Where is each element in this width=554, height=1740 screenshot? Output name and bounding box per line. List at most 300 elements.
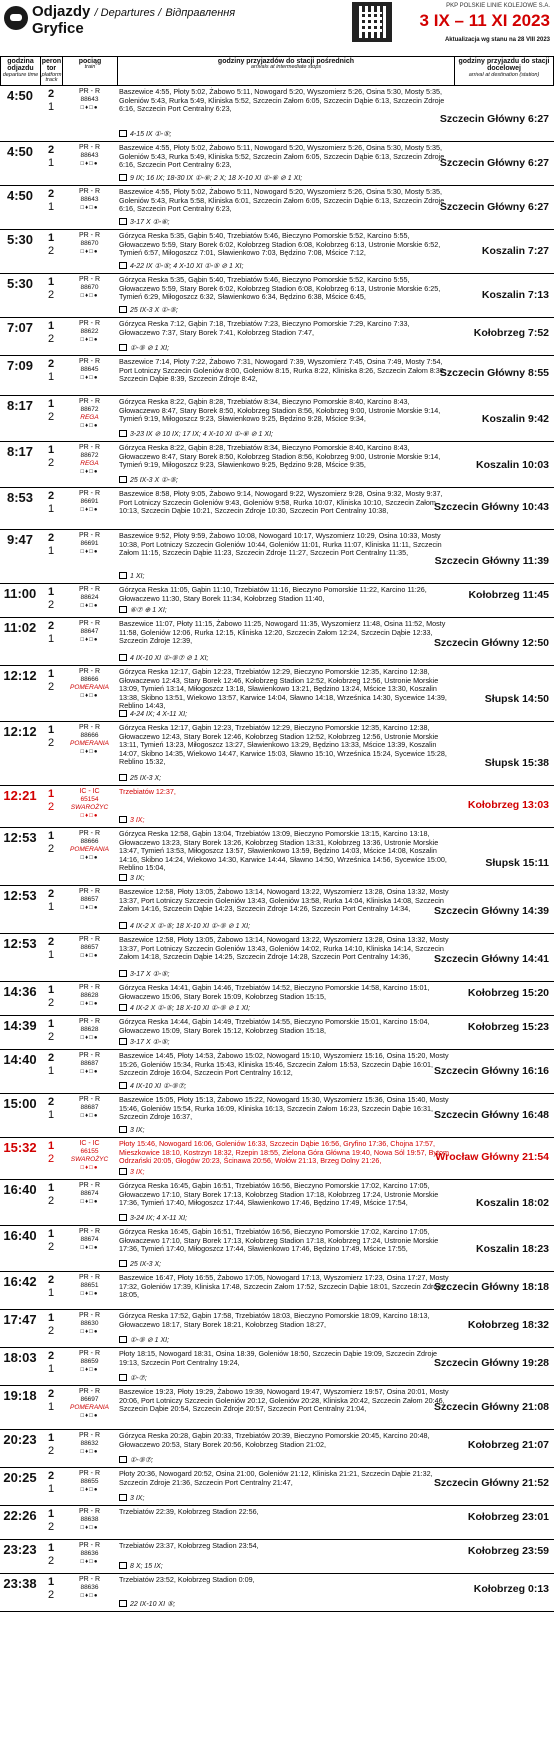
- operator-name: PKP POLSKIE LINIE KOLEJOWE S.A.: [446, 3, 550, 9]
- service-icons: □♦□●: [80, 205, 99, 211]
- service-icons: □♦□●: [80, 905, 99, 911]
- departure-time: 19:18: [3, 1388, 37, 1403]
- train-logo-icon: [4, 6, 28, 30]
- destination: Słupsk 15:11: [485, 857, 549, 869]
- departure-time: 11:02: [3, 620, 37, 635]
- table-row: [0, 1386, 554, 1430]
- calendar-icon: [119, 1168, 127, 1175]
- intermediate-stops: Górzyca Reska 14:41, Gąbin 14:46, Trzebiatów 14:52, Bieczyno Pomorskie 14:58, Karcino 15:01, Głowaczewo 15:06, Stary Borek 15:09, Kołobrzeg Stadion 15:15,: [119, 983, 430, 1001]
- calendar-icon: [119, 1082, 127, 1089]
- intermediate-stops: Baszewice 4:55, Płoty 5:02, Żabowo 5:11, Nowogard 5:20, Wyszomierz 5:26, Osina 5:30, Mosty 5:35, Goleniów 5:43, Rurka 5:58, Kliniska 6:01, Szczecin Załom 6:05, Szczecin Dąbie 6:13, Szczecin Zdroje 6:16, Szczecin Port Centralny 6:23,: [119, 187, 445, 214]
- destination: Kołobrzeg 0:13: [473, 1583, 549, 1595]
- intermediate-stops: Górzyca Reska 12:17, Gąbin 12:23, Trzebiatów 12:29, Bieczyno Pomorskie 12:35, Karcino 12:38, Głowaczewo 12:43, Stary Borek 12:46, Kołobrzeg Stadion 12:52, Kołobrzeg 12:56, Ustronie Morskie 13:11, Tymień 13:23, Miłogoszcz 13:27, Sławienkowo 13:29, Będzino 13:33, Mścice 13:39, Koszalin 14:07, Skibno 14:35, Wiekowo 14:47, Karwice 15:03, Sławno 15:10, Wrześnica 15:24, Sycewice 15:28, Reblino 15:32,: [119, 723, 447, 767]
- destination: Koszalin 10:03: [476, 459, 549, 471]
- platform-track: 1 2: [47, 1228, 55, 1253]
- service-icons: □♦□●: [80, 749, 99, 755]
- destination: Szczecin Główny 16:48: [434, 1109, 549, 1121]
- table-row: [0, 186, 554, 230]
- calendar-icon: [119, 1374, 127, 1381]
- service-note: 4-15 IX ①-⑤;: [119, 130, 171, 138]
- table-row: [0, 1180, 554, 1226]
- departure-time: 23:38: [3, 1576, 37, 1591]
- service-note: 1 XI;: [119, 572, 144, 580]
- train-info: PR - R 88636 □♦□●: [62, 1540, 117, 1573]
- calendar-icon: [119, 1126, 127, 1133]
- service-icons: □♦□●: [80, 637, 99, 643]
- train-info: PR - R 88674 □♦□●: [62, 1180, 117, 1225]
- train-info: PR - R 88687 □♦□●: [62, 1050, 117, 1093]
- platform-track: 1 2: [47, 1542, 55, 1567]
- intermediate-stops: Górzyca Reska 5:35, Gąbin 5:40, Trzebiatów 5:46, Bieczyno Pomorskie 5:52, Karcino 5:55, Głowaczewo 5:59, Stary Borek 6:02, Kołobrzeg Stadion 6:08, Kołobrzeg 6:13, Ustronie Morskie 6:25, Tymień 6:29, Miłogoszcz 6:32, Sławienkowo 6:34, Będzino 6:38, Mścice 6:45,: [119, 275, 441, 302]
- service-note: 25 IX-3 X ①-⑤;: [119, 476, 178, 484]
- platform-track: 1 2: [47, 724, 55, 749]
- departures-table: [0, 86, 554, 1612]
- service-icons: □♦□●: [80, 1199, 99, 1205]
- train-info: IC - IC 65154 SWAROŻYC □♦□●: [62, 786, 117, 827]
- train-info: PR - R 88636 □♦□●: [62, 1574, 117, 1611]
- destination: Szczecin Główny 6:27: [439, 113, 549, 125]
- platform-track: 1 2: [47, 586, 55, 611]
- destination: Szczecin Główny 11:39: [434, 555, 549, 567]
- col-platform: peron tor platform track: [41, 58, 62, 84]
- departure-time: 20:25: [3, 1470, 37, 1485]
- destination: Szczecin Główny 19:28: [434, 1357, 549, 1369]
- destination: Kołobrzeg 13:03: [467, 799, 549, 811]
- service-icons: □♦□●: [80, 1165, 99, 1171]
- platform-track: 1 2: [47, 1182, 55, 1207]
- table-row: [0, 722, 554, 786]
- train-info: PR - R 88670 □♦□●: [62, 274, 117, 317]
- departure-time: 8:53: [6, 490, 34, 505]
- train-info: PR - R 88687 □♦□●: [62, 1094, 117, 1137]
- intermediate-stops: Płoty 15:46, Nowogard 16:06, Goleniów 16:33, Szczecin Dąbie 16:56, Gryfino 17:36, Chojna 17:57, Mieszkowice 18:10, Kostrzyn 18:32, Rzepin 18:55, Zielona Góra Główna 19:40, Nowa Sól 19:57, Bytom Odrzański 20:05, Głogów 20:23, Ścinawa 20:56, Wołów 21:13, Brzeg Dolny 21:26,: [119, 1139, 450, 1166]
- table-row: [0, 584, 554, 618]
- service-note: 8 X; 15 IX;: [119, 1562, 163, 1570]
- intermediate-stops: Górzyca Reska 5:35, Gąbin 5:40, Trzebiatów 5:46, Bieczyno Pomorskie 5:52, Karcino 5:55, Głowaczewo 5:59, Stary Borek 6:02, Kołobrzeg Stadion 6:08, Kołobrzeg 6:13, Ustronie Morskie 6:52, Tymień 6:57, Miłogoszcz 7:01, Sławienkowo 7:03, Będzino 7:08, Mścice 7:12,: [119, 231, 441, 258]
- service-note: 4 IX-10 XI ①-⑤⑦;: [119, 1082, 186, 1090]
- platform-track: 1 2: [47, 444, 55, 469]
- destination: Kołobrzeg 15:23: [467, 1021, 549, 1033]
- departure-time: 20:23: [3, 1432, 37, 1447]
- service-note: 4 IX-2 X ①-⑤; 18 X-10 XI ①-⑤ ⊘ 1 XI;: [119, 922, 250, 930]
- intermediate-stops: Trzebiatów 23:52, Kołobrzeg Stadion 0:09,: [119, 1575, 255, 1584]
- departure-time: 12:12: [3, 724, 37, 739]
- calendar-icon: [119, 130, 127, 137]
- calendar-icon: [119, 874, 127, 881]
- table-row: [0, 1540, 554, 1574]
- destination: Kołobrzeg 11:45: [468, 589, 549, 601]
- train-info: PR - R 88638 □♦□●: [62, 1506, 117, 1539]
- service-icons: □♦□●: [80, 375, 99, 381]
- service-note: ①-⑦;: [119, 1374, 147, 1382]
- service-icons: □♦□●: [80, 1487, 99, 1493]
- platform-track: 1 2: [47, 398, 55, 423]
- service-note: 4-22 IX ①-⑤; 4 X-10 XI ①-⑤ ⊘ 1 XI;: [119, 262, 243, 270]
- destination: Szczecin Główny 21:08: [434, 1401, 549, 1413]
- platform-track: 2 1: [47, 490, 55, 515]
- service-icons: □♦□●: [80, 1413, 99, 1419]
- destination: Szczecin Główny 6:27: [439, 201, 549, 213]
- train-info: PR - R 88643 □♦□●: [62, 142, 117, 185]
- service-note: 25 IX-3 X ①-⑤;: [119, 306, 178, 314]
- table-row: [0, 1506, 554, 1540]
- calendar-icon: [119, 262, 127, 269]
- service-note: 4 IX-10 XI ①-⑤⑦ ⊘ 1 XI;: [119, 654, 208, 662]
- calendar-icon: [119, 218, 127, 225]
- service-icons: □♦□●: [80, 1525, 99, 1531]
- platform-track: 2 1: [47, 1388, 55, 1413]
- train-info: PR - R 86691 □♦□●: [62, 530, 117, 583]
- train-info: PR - R 88666 POMERANIA □♦□●: [62, 666, 117, 721]
- service-note: 25 IX-3 X;: [119, 774, 161, 782]
- departure-time: 5:30: [6, 276, 34, 291]
- destination: Koszalin 7:13: [481, 289, 549, 301]
- departure-time: 15:32: [3, 1140, 37, 1155]
- destination: Słupsk 15:38: [484, 757, 549, 769]
- service-note: 3 IX;: [119, 1126, 144, 1134]
- platform-track: 1 2: [47, 1508, 55, 1533]
- departure-time: 8:17: [6, 398, 34, 413]
- column-headers: [0, 56, 554, 86]
- table-row: [0, 1050, 554, 1094]
- platform-track: 2 1: [47, 888, 55, 913]
- calendar-icon: [119, 1038, 127, 1045]
- intermediate-stops: Baszewice 12:58, Płoty 13:05, Żabowo 13:14, Nowogard 13:22, Wyszomierz 13:28, Osina 13:32, Mosty 13:37, Port Lotniczy Szczecin Goleniów 13:43, Goleniów 14:02, Rurka 14:10, Kliniska 14:14, Szczecin Załom 14:18, Szczecin Dąbie 14:25, Szczecin Zdroje 14:28, Szczecin Port Centralny 14:36,: [119, 935, 449, 962]
- train-info: PR - R 88645 □♦□●: [62, 356, 117, 395]
- service-note: 4-24 IX; 4 X-11 XI;: [119, 710, 187, 718]
- platform-track: 1 2: [47, 1312, 55, 1337]
- service-note: ①-⑤ ⊘ 1 XI;: [119, 1336, 169, 1344]
- intermediate-stops: Trzebiatów 22:39, Kołobrzeg Stadion 22:56,: [119, 1507, 259, 1516]
- train-info: PR - R 88643 □♦□●: [62, 186, 117, 229]
- departure-time: 5:30: [6, 232, 34, 247]
- calendar-icon: [119, 606, 127, 613]
- departure-time: 23:23: [3, 1542, 37, 1557]
- intermediate-stops: Trzebiatów 23:37, Kołobrzeg Stadion 23:54,: [119, 1541, 259, 1550]
- departure-time: 12:53: [3, 888, 37, 903]
- service-note: 3 IX;: [119, 874, 144, 882]
- departure-time: 16:40: [3, 1182, 37, 1197]
- service-note: ①-⑤⑦;: [119, 1456, 153, 1464]
- train-info: PR - R 88670 □♦□●: [62, 230, 117, 273]
- service-note: ①-⑤ ⊘ 1 XI;: [119, 344, 169, 352]
- platform-track: 2 1: [47, 188, 55, 213]
- intermediate-stops: Baszewice 16:47, Płoty 16:55, Żabowo 17:05, Nowogard 17:13, Wyszomierz 17:23, Osina 17:27, Mosty 17:32, Goleniów 17:39, Kliniska 17:48, Szczecin Załom 17:52, Szczecin Dąbie 18:01, Szczecin Zdroje 18:05,: [119, 1273, 449, 1300]
- departure-time: 11:00: [3, 586, 37, 601]
- table-row: [0, 86, 554, 142]
- intermediate-stops: Górzyca Reska 8:22, Gąbin 8:28, Trzebiatów 8:34, Bieczyno Pomorskie 8:40, Karcino 8:43, Głowaczewo 8:47, Stary Borek 8:50, Kołobrzeg Stadion 8:56, Kołobrzeg 9:00, Ustronie Morskie 9:14, Tymień 9:19, Miłogoszcz 9:23, Sławienkowo 9:25, Będzino 9:28, Mścice 9:35,: [119, 443, 441, 470]
- departure-time: 12:21: [3, 788, 37, 803]
- platform-track: 1 2: [47, 1432, 55, 1457]
- calendar-icon: [119, 922, 127, 929]
- validity-period: 3 IX – 11 XI 2023: [419, 11, 550, 30]
- departure-time: 14:36: [3, 984, 37, 999]
- departure-time: 18:03: [3, 1350, 37, 1365]
- service-note: 3-17 X ①-⑥;: [119, 218, 169, 226]
- calendar-icon: [119, 1494, 127, 1501]
- train-info: PR - R 88624 □♦□●: [62, 584, 117, 617]
- departure-time: 15:00: [3, 1096, 37, 1111]
- calendar-icon: [119, 970, 127, 977]
- intermediate-stops: Płoty 18:15, Nowogard 18:31, Osina 18:39, Goleniów 18:50, Szczecin Dąbie 19:09, Szczecin Zdroje 19:13, Szczecin Port Centralny 19:24,: [119, 1349, 438, 1367]
- train-info: PR - R 88666 POMERANIA □♦□●: [62, 722, 117, 785]
- destination: Szczecin Główny 14:39: [434, 905, 549, 917]
- intermediate-stops: Baszewice 8:58, Płoty 9:05, Żabowo 9:14, Nowogard 9:22, Wyszomierz 9:28, Osina 9:32, Mosty 9:37, Port Lotniczy Szczecin Goleniów 9:43, Goleniów 9:58, Rurka 10:07, Kliniska 10:10, Szczecin Załom 10:13, Szczecin Dąbie 10:21, Szczecin Zdroje 10:30, Szczecin Port Centralny 10:38,: [119, 489, 443, 516]
- calendar-icon: [119, 1214, 127, 1221]
- destination: Kołobrzeg 15:20: [467, 987, 549, 999]
- table-row: [0, 886, 554, 934]
- destination: Szczecin Główny 6:27: [439, 157, 549, 169]
- train-info: PR - R 88622 □♦□●: [62, 318, 117, 355]
- table-row: [0, 786, 554, 828]
- board-title: Odjazdy / Departures / Відправлення: [32, 3, 236, 20]
- service-icons: □♦□●: [80, 1329, 99, 1335]
- destination: Szczecin Główny 16:16: [434, 1065, 549, 1077]
- platform-track: 2 1: [47, 1052, 55, 1077]
- col-time: godzina odjazdu departure time: [1, 57, 41, 85]
- departure-time: 17:47: [3, 1312, 37, 1327]
- service-note: 3 IX;: [119, 1168, 144, 1176]
- intermediate-stops: Baszewice 19:23, Płoty 19:29, Żabowo 19:39, Nowogard 19:47, Wyszomierz 19:57, Osina 20:01, Mosty 20:06, Port Lotniczy Szczecin Goleniów 20:12, Goleniów 20:28, Kliniska 20:42, Szczecin Załom 20:46, Szczecin Dąbie 20:54, Szczecin Zdroje 20:57, Szczecin Port Centralny 21:04,: [119, 1387, 449, 1414]
- platform-track: 2 1: [47, 1350, 55, 1375]
- service-icons: □♦□●: [80, 1559, 99, 1565]
- platform-track: 1 2: [47, 668, 55, 693]
- departure-time: 12:53: [3, 936, 37, 951]
- service-icons: □♦□●: [80, 1069, 99, 1075]
- calendar-icon: [119, 1456, 127, 1463]
- destination: Kołobrzeg 7:52: [473, 327, 549, 339]
- train-info: IC - IC 66155 SWAROŻYC □♦□●: [62, 1138, 117, 1179]
- service-icons: □♦□●: [80, 855, 99, 861]
- service-icons: □♦□●: [80, 813, 99, 819]
- platform-track: 2 1: [47, 936, 55, 961]
- departure-time: 22:26: [3, 1508, 37, 1523]
- destination: Szczecin Główny 21:52: [434, 1477, 549, 1489]
- service-icons: □♦□●: [80, 1001, 99, 1007]
- platform-track: 2 1: [47, 1470, 55, 1495]
- intermediate-stops: Baszewice 12:58, Płoty 13:05, Żabowo 13:14, Nowogard 13:22, Wyszomierz 13:28, Osina 13:32, Mosty 13:37, Port Lotniczy Szczecin Goleniów 13:43, Goleniów 13:58, Rurka 14:04, Kliniska 14:08, Szczecin Załom 14:16, Szczecin Dąbie 14:23, Szczecin Zdroje 14:26, Szczecin Port Centralny 14:34,: [119, 887, 449, 914]
- header: [0, 0, 554, 56]
- service-note: 25 IX-3 X;: [119, 1260, 161, 1268]
- table-row: [0, 1430, 554, 1468]
- service-note: 3-17 X ①-⑤;: [119, 1038, 169, 1046]
- platform-track: 1 2: [47, 320, 55, 345]
- table-row: [0, 1272, 554, 1310]
- train-info: PR - R 88659 □♦□●: [62, 1348, 117, 1385]
- intermediate-stops: Górzyca Reska 12:58, Gąbin 13:04, Trzebiatów 13:09, Bieczyno Pomorskie 13:15, Karcino 13:18, Głowaczewo 13:23, Stary Borek 13:26, Kołobrzeg Stadion 13:31, Kołobrzeg 13:36, Ustronie Morskie 13:47, Tymień 13:53, Miłogoszcz 13:57, Sławienkowo 13:59, Będzino 14:03, Mścice 14:08, Koszalin 14:16, Skibno 14:24, Wiekowo 14:30, Karwice 14:44, Sławno 14:50, Wrześnica 14:56, Sycewice 15:00, Reblino 15:04,: [119, 829, 447, 873]
- departure-time: 8:17: [6, 444, 34, 459]
- update-note: Aktualizacja wg stanu na 28 VIII 2023: [444, 37, 550, 43]
- train-info: PR - R 88630 □♦□●: [62, 1310, 117, 1347]
- service-icons: □♦□●: [80, 293, 99, 299]
- table-row: [0, 442, 554, 488]
- destination: Szczecin Główny 10:43: [434, 501, 549, 513]
- table-row: [0, 230, 554, 274]
- service-icons: □♦□●: [80, 161, 99, 167]
- calendar-icon: [119, 1600, 127, 1607]
- departure-time: 14:40: [3, 1052, 37, 1067]
- service-icons: □♦□●: [80, 1291, 99, 1297]
- service-icons: □♦□●: [80, 1593, 99, 1599]
- service-note: 3-24 IX; 4 X-11 XI;: [119, 1214, 187, 1222]
- departure-time: 12:12: [3, 668, 37, 683]
- platform-track: 1 2: [47, 232, 55, 257]
- calendar-icon: [119, 816, 127, 823]
- col-via: godziny przyjazdów do stacji pośrednich arrivals at intermediate stops: [118, 57, 455, 85]
- intermediate-stops: Baszewice 11:07, Płoty 11:15, Żabowo 11:25, Nowogard 11:35, Wyszomierz 11:48, Osina 11:52, Mosty 11:58, Goleniów 12:06, Rurka 12:15, Kliniska 12:20, Szczecin Załom 12:24, Szczecin Dąbie 12:33, Szczecin Zdroje 12:39,: [119, 619, 446, 646]
- destination: Szczecin Główny 12:50: [434, 637, 549, 649]
- train-info: PR - R 88672 REGA □♦□●: [62, 396, 117, 441]
- train-info: PR - R 88647 □♦□●: [62, 618, 117, 665]
- service-icons: □♦□●: [80, 507, 99, 513]
- station-name: Gryfice: [32, 20, 84, 37]
- intermediate-stops: Górzyca Reska 16:45, Gąbin 16:51, Trzebiatów 16:56, Bieczyno Pomorskie 17:02, Karcino 17:05, Głowaczewo 17:10, Stary Borek 17:13, Kołobrzeg Stadion 17:18, Kołobrzeg 17:24, Ustronie Morskie 17:36, Tymień 17:40, Miłogoszcz 17:44, Sławienkowo 17:46, Będzino 17:49, Mścice 17:54,: [119, 1181, 439, 1208]
- platform-track: 2 1: [47, 358, 55, 383]
- train-info: PR - R 88628 □♦□●: [62, 982, 117, 1015]
- platform-track: 1 2: [47, 1140, 55, 1165]
- service-icons: □♦□●: [80, 549, 99, 555]
- destination: Słupsk 14:50: [484, 693, 549, 705]
- intermediate-stops: Górzyca Reska 17:52, Gąbin 17:58, Trzebiatów 18:03, Bieczyno Pomorskie 18:09, Karcino 18:13, Głowaczewo 18:17, Stary Borek 18:21, Kołobrzeg Stadion 18:27,: [119, 1311, 430, 1329]
- service-note: ⑥⑦ ⊕ 1 XI;: [119, 606, 167, 614]
- intermediate-stops: Górzyca Reska 20:28, Gąbin 20:33, Trzebiatów 20:39, Bieczyno Pomorskie 20:45, Karcino 20:48, Głowaczewo 20:53, Stary Borek 20:56, Kołobrzeg Stadion 21:02,: [119, 1431, 430, 1449]
- intermediate-stops: Płoty 20:36, Nowogard 20:52, Osina 21:00, Goleniów 21:12, Kliniska 21:21, Szczecin Dąbie 21:32, Szczecin Zdroje 21:36, Szczecin Port Centralny 21:47,: [119, 1469, 433, 1487]
- train-info: PR - R 88666 POMERANIA □♦□●: [62, 828, 117, 885]
- train-info: PR - R 86697 POMERANIA □♦□●: [62, 1386, 117, 1429]
- intermediate-stops: Trzebiatów 12:37,: [119, 787, 176, 796]
- table-row: [0, 1468, 554, 1506]
- service-icons: □♦□●: [80, 105, 99, 111]
- service-icons: □♦□●: [80, 693, 99, 699]
- service-icons: □♦□●: [80, 1367, 99, 1373]
- platform-track: 1 2: [47, 788, 55, 813]
- departure-time: 12:53: [3, 830, 37, 845]
- departure-time: 16:40: [3, 1228, 37, 1243]
- service-icons: □♦□●: [80, 1449, 99, 1455]
- table-row: [0, 142, 554, 186]
- train-info: PR - R 88628 □♦□●: [62, 1016, 117, 1049]
- platform-track: 1 2: [47, 1576, 55, 1601]
- departure-time: 7:09: [6, 358, 34, 373]
- destination: Kołobrzeg 23:59: [467, 1545, 549, 1557]
- service-icons: □♦□●: [80, 249, 99, 255]
- calendar-icon: [119, 174, 127, 181]
- departure-time: 14:39: [3, 1018, 37, 1033]
- service-icons: □♦□●: [80, 1245, 99, 1251]
- calendar-icon: [119, 654, 127, 661]
- platform-track: 1 2: [47, 276, 55, 301]
- calendar-icon: [119, 344, 127, 351]
- calendar-icon: [119, 306, 127, 313]
- table-row: [0, 1016, 554, 1050]
- intermediate-stops: Górzyca Reska 16:45, Gąbin 16:51, Trzebiatów 16:56, Bieczyno Pomorskie 17:02, Karcino 17:05, Głowaczewo 17:10, Stary Borek 17:13, Kołobrzeg Stadion 17:18, Kołobrzeg 17:24, Ustronie Morskie 17:36, Tymień 17:40, Miłogoszcz 17:44, Sławienkowo 17:46, Będzino 17:49, Mścice 17:55,: [119, 1227, 439, 1254]
- service-note: 9 IX; 16 IX; 18-30 IX ①-⑥; 2 X; 18 X-10 XI ①-⑥ ⊘ 1 XI;: [119, 174, 302, 182]
- service-note: 3-17 X ①-⑤;: [119, 970, 169, 978]
- intermediate-stops: Górzyca Reska 14:44, Gąbin 14:49, Trzebiatów 14:55, Bieczyno Pomorskie 15:01, Karcino 15:04, Głowaczewo 15:09, Stary Borek 15:12, Kołobrzeg Stadion 15:18,: [119, 1017, 430, 1035]
- calendar-icon: [119, 710, 127, 717]
- departure-time: 4:50: [6, 88, 34, 103]
- calendar-icon: [119, 774, 127, 781]
- service-icons: □♦□●: [80, 953, 99, 959]
- calendar-icon: [119, 572, 127, 579]
- train-info: PR - R 88643 □♦□●: [62, 86, 117, 141]
- train-info: PR - R 88674 □♦□●: [62, 1226, 117, 1271]
- col-train: pociąg train: [63, 57, 118, 85]
- table-row: [0, 982, 554, 1016]
- destination: Koszalin 9:42: [481, 413, 549, 425]
- destination: Koszalin 7:27: [481, 245, 549, 257]
- service-icons: □♦□●: [80, 603, 99, 609]
- table-row: [0, 1226, 554, 1272]
- table-row: [0, 356, 554, 396]
- service-icons: □♦□●: [80, 1035, 99, 1041]
- destination: Szczecin Główny 8:55: [439, 367, 549, 379]
- platform-track: 2 1: [47, 532, 55, 557]
- departure-time: 7:07: [6, 320, 34, 335]
- table-row: [0, 1310, 554, 1348]
- train-info: PR - R 88657 □♦□●: [62, 934, 117, 981]
- destination: Szczecin Główny 18:18: [434, 1281, 549, 1293]
- calendar-icon: [119, 430, 127, 437]
- qr-code-icon[interactable]: [352, 2, 392, 42]
- intermediate-stops: Górzyca Reska 8:22, Gąbin 8:28, Trzebiatów 8:34, Bieczyno Pomorskie 8:40, Karcino 8:43, Głowaczewo 8:47, Stary Borek 8:50, Kołobrzeg Stadion 8:56, Kołobrzeg 9:00, Ustronie Morskie 9:14, Tymień 9:19, Miłogoszcz 9:23, Sławienkowo 9:25, Będzino 9:28, Mścice 9:34,: [119, 397, 441, 424]
- calendar-icon: [119, 476, 127, 483]
- service-icons: □♦□●: [80, 337, 99, 343]
- calendar-icon: [119, 1336, 127, 1343]
- intermediate-stops: Baszewice 14:45, Płoty 14:53, Żabowo 15:02, Nowogard 15:10, Wyszomierz 15:16, Osina 15:20, Mosty 15:26, Goleniów 15:34, Rurka 15:43, Kliniska 15:46, Szczecin Załom 15:53, Szczecin Dąbie 16:01, Szczecin Zdroje 16:04, Szczecin Port Centralny 16:12,: [119, 1051, 449, 1078]
- departure-time: 9:47: [6, 532, 34, 547]
- destination: Kołobrzeg 21:07: [467, 1439, 549, 1451]
- platform-track: 2 1: [47, 88, 55, 113]
- platform-track: 1 2: [47, 830, 55, 855]
- service-icons: □♦□●: [80, 1113, 99, 1119]
- table-row: [0, 274, 554, 318]
- train-info: PR - R 88655 □♦□●: [62, 1468, 117, 1505]
- destination: Szczecin Główny 14:41: [434, 953, 549, 965]
- destination: Koszalin 18:23: [476, 1243, 549, 1255]
- service-note: 3 IX;: [119, 1494, 144, 1502]
- table-row: [0, 1138, 554, 1180]
- table-row: [0, 1094, 554, 1138]
- intermediate-stops: Baszewice 4:55, Płoty 5:02, Żabowo 5:11, Nowogard 5:20, Wyszomierz 5:26, Osina 5:30, Mosty 5:35, Goleniów 5:43, Rurka 5:49, Kliniska 5:52, Szczecin Załom 6:05, Szczecin Dąbie 6:13, Szczecin Zdroje 6:16, Szczecin Port Centralny 6:23,: [119, 143, 445, 170]
- train-info: PR - R 88632 □♦□●: [62, 1430, 117, 1467]
- service-icons: □♦□●: [80, 423, 99, 429]
- platform-track: 2 1: [47, 1096, 55, 1121]
- train-info: PR - R 88651 □♦□●: [62, 1272, 117, 1309]
- service-note: 3 IX;: [119, 816, 144, 824]
- destination: Kołobrzeg 18:32: [467, 1319, 549, 1331]
- service-note: 3-23 IX ⊘ 10 IX; 17 IX; 4 X-10 XI ①-⑥ ⊘ 1 XI;: [119, 430, 273, 438]
- intermediate-stops: Baszewice 15:05, Płoty 15:13, Żabowo 15:22, Nowogard 15:30, Wyszomierz 15:36, Osina 15:40, Mosty 15:46, Goleniów 15:54, Rurka 16:09, Kliniska 16:13, Szczecin Załom 16:23, Szczecin Dąbie 16:31, Szczecin Zdroje 16:37,: [119, 1095, 449, 1122]
- platform-track: 2 1: [47, 144, 55, 169]
- platform-track: 1 2: [47, 984, 55, 1009]
- intermediate-stops: Górzyca Reska 7:12, Gąbin 7:18, Trzebiatów 7:23, Bieczyno Pomorskie 7:29, Karcino 7:33, Głowaczewo 7:37, Stary Borek 7:41, Kołobrzeg Stadion 7:47,: [119, 319, 410, 337]
- departure-time: 4:50: [6, 188, 34, 203]
- service-note: 22 IX-10 XI ⑤;: [119, 1600, 175, 1608]
- departure-time: 16:42: [3, 1274, 37, 1289]
- intermediate-stops: Baszewice 7:14, Płoty 7:22, Żabowo 7:31, Nowogard 7:39, Wyszomierz 7:45, Osina 7:49, Mosty 7:54, Port Lotniczy Szczecin Goleniów 8:00, Goleniów 8:15, Rurka 8:22, Kliniska 8:26, Szczecin Załom 8:30, Szczecin Dąbie 8:39, Szczecin Zdroje 8:42,: [119, 357, 446, 384]
- table-row: [0, 1574, 554, 1612]
- train-info: PR - R 88657 □♦□●: [62, 886, 117, 933]
- service-icons: □♦□●: [80, 469, 99, 475]
- table-row: [0, 828, 554, 886]
- table-row: [0, 530, 554, 584]
- table-row: [0, 666, 554, 722]
- calendar-icon: [119, 1562, 127, 1569]
- intermediate-stops: Baszewice 4:55, Płoty 5:02, Żabowo 5:11, Nowogard 5:20, Wyszomierz 5:26, Osina 5:30, Mosty 5:35, Goleniów 5:43, Rurka 5:49, Kliniska 5:52, Szczecin Załom 6:05, Szczecin Dąbie 6:13, Szczecin Zdroje 6:16, Szczecin Port Centralny 6:23,: [119, 87, 445, 114]
- table-row: [0, 488, 554, 530]
- train-info: PR - R 88672 REGA □♦□●: [62, 442, 117, 487]
